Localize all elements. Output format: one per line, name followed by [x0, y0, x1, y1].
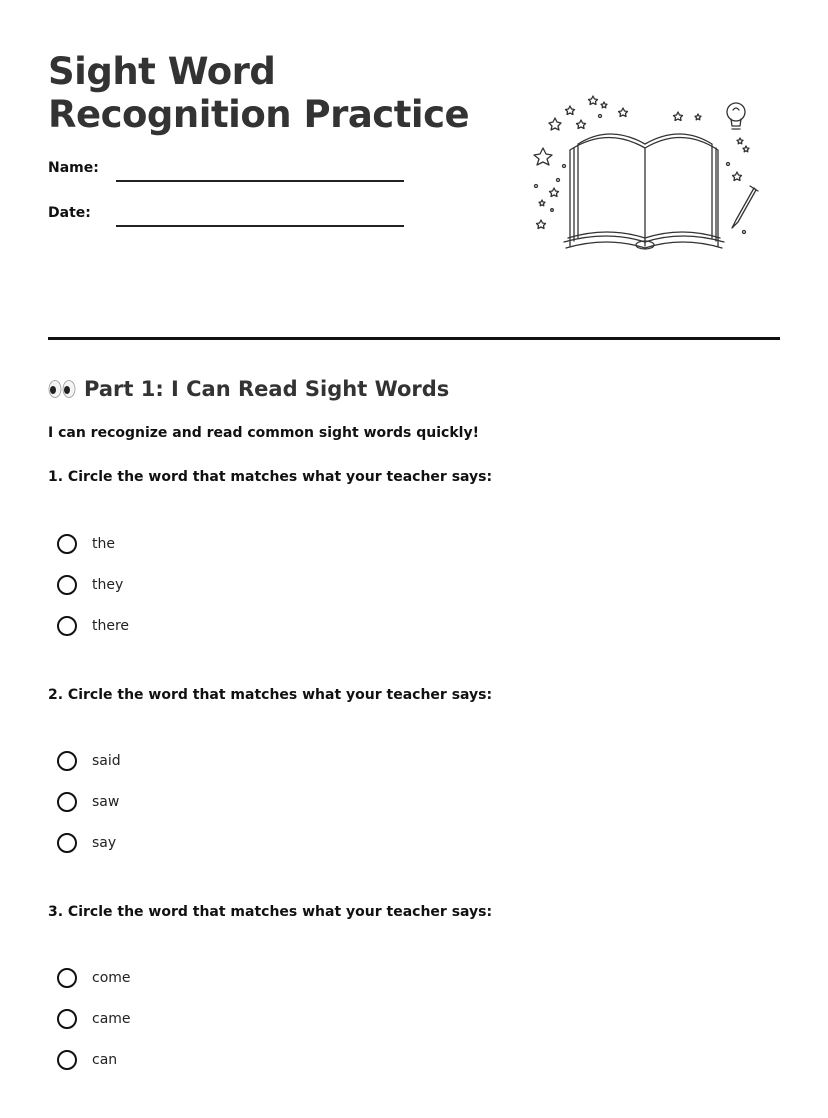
option-label: the	[92, 536, 115, 552]
part1-intro: I can recognize and read common sight words quickly!	[48, 425, 479, 441]
option-label: they	[92, 577, 124, 593]
part1-heading	[48, 374, 449, 404]
question-1-option-they[interactable]	[57, 573, 123, 597]
radio-circle[interactable]	[57, 534, 77, 554]
question-2-option-saw[interactable]	[57, 790, 119, 814]
question-3-option-came[interactable]	[57, 1007, 131, 1031]
part1-heading-text: Part 1: I Can Read Sight Words	[84, 377, 450, 401]
question-3-prompt: 3. Circle the word that matches what your teacher says:	[48, 904, 493, 920]
section-divider	[48, 337, 780, 340]
radio-circle[interactable]	[57, 833, 77, 853]
option-label: said	[92, 753, 121, 769]
radio-circle[interactable]	[57, 616, 77, 636]
radio-circle[interactable]	[57, 968, 77, 988]
radio-circle[interactable]	[57, 1009, 77, 1029]
name-field[interactable]	[116, 180, 404, 182]
option-label: came	[92, 1011, 131, 1027]
question-1-option-there[interactable]	[57, 614, 129, 638]
option-label: saw	[92, 794, 120, 810]
radio-circle[interactable]	[57, 792, 77, 812]
option-label: there	[92, 618, 130, 634]
worksheet-title: Sight Word Recognition Practice	[48, 50, 470, 136]
date-label: Date:	[48, 205, 91, 221]
radio-circle[interactable]	[57, 575, 77, 595]
question-2-option-said[interactable]	[57, 749, 121, 773]
question-1-option-the[interactable]	[57, 532, 115, 556]
radio-circle[interactable]	[57, 1050, 77, 1070]
question-1-prompt: 1. Circle the word that matches what your teacher says:	[48, 469, 493, 485]
question-3-option-can[interactable]	[57, 1048, 117, 1072]
question-2-prompt: 2. Circle the word that matches what your teacher says:	[48, 687, 493, 703]
date-field[interactable]	[116, 225, 404, 227]
name-label: Name:	[48, 160, 99, 176]
option-label: can	[92, 1052, 118, 1068]
eyes-icon	[48, 379, 76, 399]
option-label: come	[92, 970, 131, 986]
option-label: say	[92, 835, 117, 851]
radio-circle[interactable]	[57, 751, 77, 771]
question-2-option-say[interactable]	[57, 831, 116, 855]
open-book-with-stars-icon	[522, 88, 762, 258]
question-3-option-come[interactable]	[57, 966, 131, 990]
